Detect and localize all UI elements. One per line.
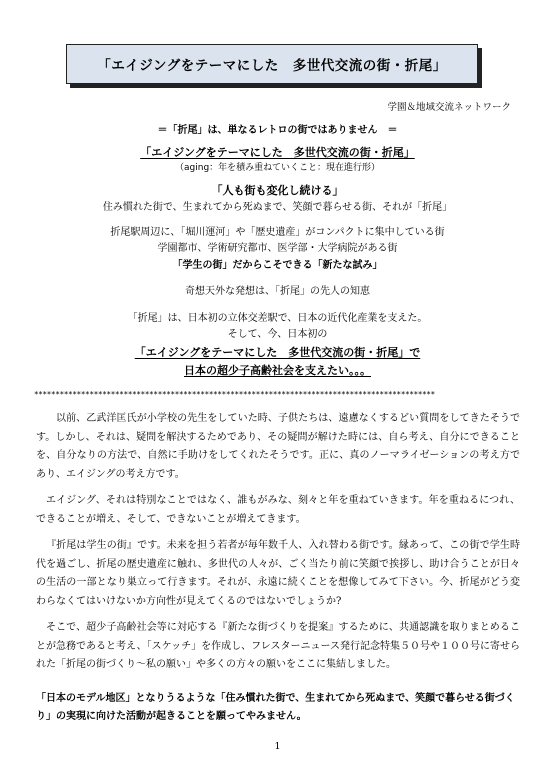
academic-line: 学園都市、学術研究都市、医学部・大学病院がある街 xyxy=(157,243,398,255)
document-title: 「エイジングをテーマにした 多世代交流の街・折尾」 xyxy=(66,44,478,84)
paragraph-1: 以前、乙武洋匡氏が小学校の先生をしていた時、子供たちは、遠慮なくするどい質問をしてきたそうです。しかし、それは、疑問を解決するためであり、その疑問が解けた時には、自ら考え、自分にできることを、自分なりの方法で、自然に手助けをしてくれたそうです。正に、真のノーマライゼーションの考え方であり、エイジングの考え方です。 xyxy=(36,413,520,480)
goal-line-2: 日本の超少子高齢社会を支えたい。。。 xyxy=(184,363,371,377)
now-line: そして、今、日本初の xyxy=(227,329,328,341)
idea-line: 奇想天外な発想は、「折尾」の先人の知恵 xyxy=(185,286,370,298)
paragraph-3: 『折尾は学生の街』です。未来を担う若者が毎年数千人、入れ替わる街です。縁あって、この街で学生時代を過ごし、折尾の歴史遺産に触れ、多世代の人々が、ごく当たり前に笑顔で挨拶し、助け合うことが日々の生活の一部となり巣立って行きます。それが、永遠に続くことを想像してみて下さい。今、折尾がどう変わらなくてはいけないか方向性が見えてくるのではないでしょうか? xyxy=(36,540,520,607)
paragraph-2: エイジング、それは特別なことではなく、誰もがみな、刻々と年を重ねていきます。年を重ねるにつれ、できることが増え、そして、できないことが増えてきます。 xyxy=(36,495,520,525)
change-heading: 「人も街も変化し続ける」 xyxy=(211,183,344,197)
organization-name: 学園＆地域交流ネットワーク xyxy=(387,102,511,113)
tagline: ＝「折尾」は、単なるレトロの街ではありません ＝ xyxy=(157,125,398,136)
body-text xyxy=(36,410,520,683)
goal-line-1: 「エイジングをテーマにした 多世代交流の街・折尾」で xyxy=(134,345,421,359)
students-line: 「学生の街」だからこそできる「新たな試み」 xyxy=(172,259,383,271)
intro-section xyxy=(40,116,515,377)
station-line: 折尾駅周辺に、「堀川運河」や「歴史遺産」がコンパクトに集中している街 xyxy=(110,226,445,238)
history-line: 「折尾」は、日本初の立体交差駅で、日本の近代化産業を支えた。 xyxy=(127,312,428,324)
change-text: 住み慣れた街で、生まれてから死ぬまで、笑顔で暮らせる街、それが「折尾」 xyxy=(102,202,453,214)
conclusion-statement: 「日本のモデル地区」となりうるような「住み慣れた街で、生まれてから死ぬまで、笑顔で暮らせる街づくり」の実現に向けた活動が起きることを願ってやみません。 xyxy=(36,693,515,722)
paragraph-4: そこで、超少子高齢社会等に対応する『新たな街づくりを提案』するために、共通認識を取りまとめることが急務であると考え、「スケッチ」を作成し、フレスターニュース発行記念特集５０号や１００号に寄せられた「折尾の街づくり～私の願い」や多くの方々の願いをここに集結しました。 xyxy=(36,622,520,670)
theme-line: 「エイジングをテーマにした 多世代交流の街・折尾」 xyxy=(140,145,415,159)
asterisk-separator: ********************************************************************************************** xyxy=(34,390,435,399)
aging-note: （aging：年を積み重ねていくこと：現在進行形） xyxy=(175,163,380,174)
page-number: 1 xyxy=(274,741,281,752)
